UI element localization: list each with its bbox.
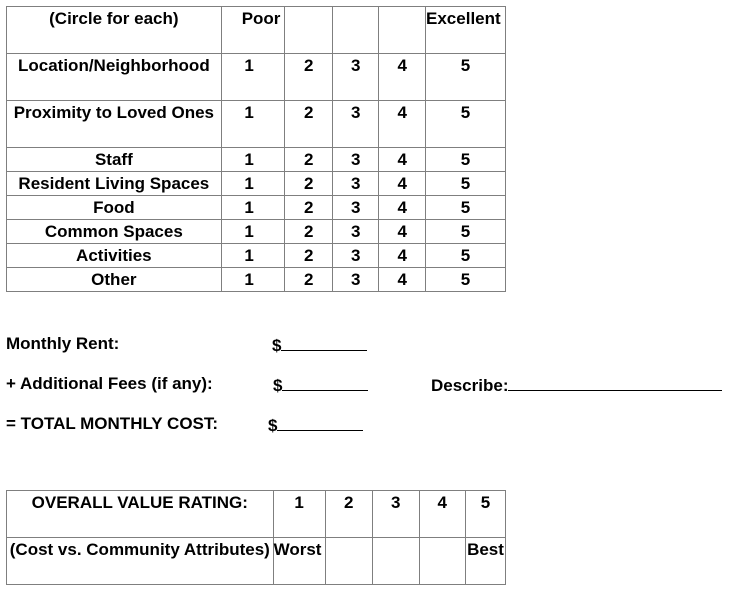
rating-row-label: Location/Neighborhood [7,54,222,101]
value-worst-label: Worst [273,538,325,585]
total-cost-label: = TOTAL MONTHLY COST: [6,414,219,433]
rating-option-3[interactable]: 3 [332,220,379,244]
rating-row-proximity [7,101,506,148]
rating-option-3[interactable]: 3 [332,148,379,172]
value-option-4[interactable]: 4 [419,491,465,538]
describe-field[interactable] [431,372,722,398]
rating-option-5[interactable]: 5 [426,54,506,101]
rating-option-4[interactable]: 4 [379,101,426,148]
rating-option-1[interactable]: 1 [221,244,285,268]
rating-row-label: Staff [7,148,222,172]
rating-option-5[interactable]: 5 [426,148,506,172]
rating-option-3[interactable]: 3 [332,244,379,268]
rating-option-4[interactable]: 4 [379,220,426,244]
rating-option-3[interactable]: 3 [332,101,379,148]
rating-option-4[interactable]: 4 [379,148,426,172]
rating-header-row [7,7,506,54]
rating-option-2[interactable]: 2 [285,172,333,196]
rating-option-2[interactable]: 2 [285,54,333,101]
rating-option-5[interactable]: 5 [426,101,506,148]
rating-row-label: Resident Living Spaces [7,172,222,196]
value-option-2[interactable]: 2 [325,491,372,538]
rating-row-common-spaces [7,220,506,244]
rating-row-label: Common Spaces [7,220,222,244]
overall-value-table [6,490,506,585]
rating-option-1[interactable]: 1 [221,268,285,292]
value-option-5[interactable]: 5 [465,491,505,538]
rating-option-1[interactable]: 1 [221,196,285,220]
rating-option-5[interactable]: 5 [426,244,506,268]
rating-row-location [7,54,506,101]
value-option-1[interactable]: 1 [273,491,325,538]
rating-option-2[interactable]: 2 [285,268,333,292]
additional-fees-label: + Additional Fees (if any): [6,374,213,393]
value-best-label: Best [465,538,505,585]
rating-option-5[interactable]: 5 [426,196,506,220]
additional-fees-field[interactable] [273,372,368,398]
rating-header-col-3 [332,7,379,54]
rating-option-1[interactable]: 1 [221,172,285,196]
value-sub-empty-4 [419,538,465,585]
rating-option-1[interactable]: 1 [221,101,285,148]
rating-header-excellent: Excellent [426,7,506,54]
rating-option-4[interactable]: 4 [379,196,426,220]
value-sub-empty-3 [373,538,419,585]
rating-row-other [7,268,506,292]
rating-row-activities [7,244,506,268]
value-sub-empty-2 [325,538,372,585]
total-cost-currency: $ [268,416,278,435]
rating-header-label: (Circle for each) [7,7,222,54]
rating-option-4[interactable]: 4 [379,54,426,101]
rating-header-col-2 [285,7,333,54]
rating-option-3[interactable]: 3 [332,172,379,196]
rating-row-label: Other [7,268,222,292]
rating-row-label: Proximity to Loved Ones [7,101,222,148]
rating-option-3[interactable]: 3 [332,196,379,220]
value-option-3[interactable]: 3 [373,491,419,538]
rating-option-5[interactable]: 5 [426,172,506,196]
rating-option-4[interactable]: 4 [379,268,426,292]
value-sub-label: (Cost vs. Community Attributes) [7,538,274,585]
rating-option-1[interactable]: 1 [221,220,285,244]
rating-option-2[interactable]: 2 [285,101,333,148]
rating-option-1[interactable]: 1 [221,54,285,101]
value-rating-label: OVERALL VALUE RATING: [7,491,274,538]
rating-option-4[interactable]: 4 [379,172,426,196]
rating-option-1[interactable]: 1 [221,148,285,172]
rating-header-col-4 [379,7,426,54]
community-rating-table [6,6,506,292]
rating-option-5[interactable]: 5 [426,268,506,292]
rating-header-poor: Poor [221,7,285,54]
monthly-rent-label: Monthly Rent: [6,334,120,353]
rating-row-food [7,196,506,220]
rating-option-2[interactable]: 2 [285,220,333,244]
rating-option-2[interactable]: 2 [285,196,333,220]
rating-row-living-spaces [7,172,506,196]
rating-row-staff [7,148,506,172]
rating-row-label: Food [7,196,222,220]
rating-option-2[interactable]: 2 [285,244,333,268]
value-header-row [7,491,506,538]
monthly-rent-field[interactable] [272,332,367,358]
total-cost-field[interactable] [268,412,363,438]
rating-option-2[interactable]: 2 [285,148,333,172]
rating-option-3[interactable]: 3 [332,54,379,101]
rating-option-5[interactable]: 5 [426,220,506,244]
rating-option-4[interactable]: 4 [379,244,426,268]
monthly-rent-currency: $ [272,336,282,355]
additional-fees-currency: $ [273,376,283,395]
value-sub-row [7,538,506,585]
rating-option-3[interactable]: 3 [332,268,379,292]
rating-row-label: Activities [7,244,222,268]
describe-label: Describe: [431,376,509,395]
